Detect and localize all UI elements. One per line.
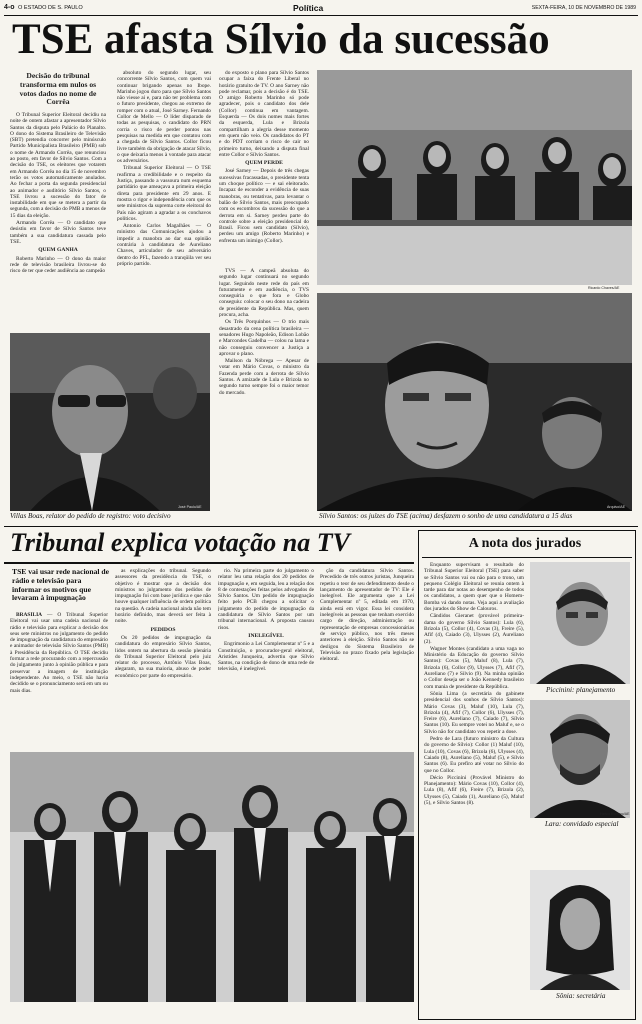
story1-column-4: TVS — A campeã absoluta do segundo lugar continuará no segundo lugar. Seguindo neste rede do país em futuramente e em audiência, o TVS conseguiria o que fora e Globo conseguiu: colocar o seu dono na cadeira de presidente da República. Mas, quem procura, acha. Os Três Porquinhos — O trio mais desastrado da cena política brasileira — senadores Hugo Napoleão, Edison Lobão e Marcondes Gadelha — colou na lama e não conseguiu convencer a Justiça a aprovar o plano. Mailson da Nóbrega — Apesar de votar em Mário Covas, o ministro da Fazenda perde com a derrota de Sílvio Santos. A amizade de Lula e Brizola no segundo turno sempre foi o maior temor do mercado. xyxy=(219,268,309,396)
story1-column-3: do exposto o plano para Sílvio Santos ocupar a faixa do Frente Liberal no horário gratuito de TV. O ano Sarney não pode reclamar, pois a decisão é do TSE. O amigo Roberto Marinho só pode agradecer, pois o candidato dos dele (Collor) continua em vantagem. Esquerda — Os dois nomes mais fortes da esquerda, Lula e Brizola compartilham a alegria desse momento em quem não veio. Os candidatos do PT e do PDT corriam o risco de cair no primeiro turno, deixando a disputa final entre Collor e Sílvio Santos. QUEM PERDE José Sarney — Depois de três chegas sucessivas fracassadas, o presidente tenta um choque político — e sai eleitorado. Incapaz de esconder a evidência de suas manobras, ou tentativas, para levantar o balão de Sílvio Santos, mais preocupado com os escombros da sucessão do que a derrota em si. Sarney perdeu parte do controle sobre a eleição presidencial do Brasil. Ficou sem candidato (Sílvio), perdeu um amigo (Roberto Marinho) e enfrenta um inimigo (Collor). xyxy=(219,70,309,244)
vilas-boas-caption: Villas Boas, relator do pedido de registro: voto decisivo xyxy=(10,512,171,520)
pedidos-subhead: PEDIDOS xyxy=(150,626,176,633)
paper-name: O ESTADO DE S. PAULO xyxy=(18,5,83,11)
section-rule xyxy=(4,526,638,527)
section-name: Política xyxy=(293,3,324,13)
auditorium-photo xyxy=(10,752,414,1002)
page-number: 4-o xyxy=(4,4,15,11)
silvio-caption: Sílvio Santos: os juízes do TSE (acima) desfazem o sonho de uma candidatura a 15 dias xyxy=(319,512,573,520)
silvio-photo-credit: Arquivo/AE xyxy=(607,505,625,509)
silvio-santos-photo xyxy=(317,293,632,511)
dateline: BRASÍLIA xyxy=(16,612,43,618)
story2-column-1: BRASÍLIA — O Tribunal Superior Eleitoral vai usar uma cadeia nacional de rádio e televisão para explicar a decisão dos seus sete ministros no julgamento do pedido de impugnação da candidatura do empresário e animador de televisão Sílvio Santos (PMB) à Presidência da República. O TSE decidiu formar a rede procurando com a repercussão do julgamento junto à opinião pública e para preservar a imagem de instituição independente. Ao meio, o TSE não havia decidido se o pronunciamento será em um ou mais dias. xyxy=(10,612,108,694)
tribunal-photo-credit: Ricardo Chaves/AE xyxy=(588,286,620,290)
piccinini-caption: Piccinini: planejamento xyxy=(546,686,616,694)
story1-column-1: O Tribunal Superior Eleitoral decidiu na noite de ontem afastar a apresentador Sílvio Santos da disputa pelo Palácio do Planalto. O dono do Sistema Brasileiro de Televisão (SBT) pretendia concorrer pelo minúsculo Partido Municipalista Brasileiro (PMB) sob o nome de Armando Corrêa, que renunciou ao posto, em favor de Sílvio Santos. Com a decisão do TSE, os eleitores que votarem em Armando Corrêa no dia 15 de novembro terão os votos automaticamente anulados. Ao fechar a porta da segunda presidencial ao animador e auditório Sílvio Santos, o TSE livrou a sucessão do fator de instabilidade em que se metera a partir da segunda, com a decisão do PMB a menos de 15 dias da eleição. Armando Corrêa — O candidato que desistiu em favor de Sílvio Santos teve também a sua candidatura cassada pelo TSE. QUEM GANHA Roberto Marinho — O dono da maior rede de televisão brasileira livrou-se do risco de ter que ceder audiência ao campeão xyxy=(10,112,106,275)
page-header xyxy=(4,3,638,15)
story2-column-2: as explicações do tribunal. Segundo assessores da presidência do TSE, o objetivo é mostrar que a decisão dos ministros no julgamento dos pedidos de impugnação foi com base jurídica e que não houve qualquer influência de ordem política na questão. A cadeia nacional ainda não tem horário definido, mas deverá ser feita à noite. PEDIDOS Os 20 pedidos de impugnação da candidatura do empresário Sílvio Santos, lidos ontem na abertura da sessão plenária do Tribunal Superior Eleitoral pelo juiz relator do processo, Antônio Vilas Boas, alegaram, na sua maioria, abuso de poder econômico por parte do empresário. xyxy=(115,568,211,679)
jurados-title-rule xyxy=(422,557,632,558)
vilas-boas-photo xyxy=(10,333,210,511)
main-headline: TSE afasta Sílvio da sucessão xyxy=(12,16,550,63)
headline2-rule xyxy=(4,562,414,564)
jurados-title: A nota dos jurados xyxy=(468,536,582,551)
quem-ganha-subhead: QUEM GANHA xyxy=(38,247,78,254)
lara-photo xyxy=(530,700,630,818)
quem-perde-subhead: QUEM PERDE xyxy=(245,160,283,167)
issue-date: SEXTA-FEIRA, 10 DE NOVEMBRO DE 1989 xyxy=(531,5,636,11)
second-deck: TSE vai usar rede nacional de rádio e televisão para informar os motivos que levaram à impugnação xyxy=(12,567,109,603)
second-headline: Tribunal explica votação na TV xyxy=(10,528,350,557)
sonia-photo xyxy=(530,870,630,990)
sonia-caption: Sônia: secretária xyxy=(556,992,606,1000)
story2-column-4: ção da candidatura Sílvio Santos. Precedido de três outros juristas, Junqueira repetiu o teor de seu defendimento desde o lançamento do apresentador de TV: Ele é inelegível. Ele argumenta que a Lei Complementar nº 5, editada em 1970, ainda está em vigor. Essa lei considera inelegíveis as pessoas que tenham exercido cargo de direção, administração ou representação de empresas concessionárias de serviço público, nos três meses anteriores à eleição. Sílvio Santos não se desligou do Sistema Brasileiro de Televisão no prazo fixado pela legislação eleitoral. xyxy=(320,568,414,663)
tribunal-judges-photo xyxy=(317,70,632,285)
piccinini-photo xyxy=(530,562,630,684)
inelegivel-subhead: INELEGÍVEL xyxy=(248,632,284,639)
vilas-boas-photo-credit: José Paulo/AE xyxy=(178,505,202,509)
story1-column-2: absoluto do segundo lugar, seu concorrente Sílvio Santos, com quem vai continuar brigando apenas no Ibope. Marinho jogou duro para que Sílvio Santos não viesse ai e, para não ter problema com o futuro presidente, chegou ao extremo de romper com o atual, José Sarney. Fernando Collor de Mello — O líder disparado de todas as pesquisas, o candidato do PRN corria o risco de perder pontos nas pesquisas na medida em que contatou com a chegada de Sílvio Santos. Collor ficou livre também da obrigação de atacar Sílvio, o que deixaria menos à vontade para atacar os adversários. Tribunal Superior Eleitoral — O TSE reafirma a credibilidade e o respeito da Justiça, passando a vassoura num esquema partidário que ameaçava a primeira eleição direta para presidente em 29 anos. E mostra o rigor e independência com que os sete ministros da suprema corte eleitoral do País não agiram a agradar a os conchavos políticos. Antonio Carlos Magalhães — O ministro das Comunicações ajudou a impedir a manobra ao dar sua opinião contrária à candidatura de Aureliano Chaves, articulador de seu adversário dentro do PFL, fazendo a tranqüila ver seu próprio partido. xyxy=(117,70,211,267)
story2-column-3: rio. Na primeira parte do julgamento o relator leu uma relação dos 20 pedidos de impugnação e, em seguida, leu a relação dos 8 de contestações feitas pelos advogados de Sílvio Santos. Um pedido de impugnação feito pelo PCB chegou a solicitar o julgamento do pedido de impugnação da candidatura de Sílvio Santos por um tribunal internacional. A proposta causou risos. INELEGÍVEL Engrimonio a Lei Complementar nº 5 e a Constituição, o procurador-geral eleitoral, Aristides Junqueira, advertiu que Sílvio Santos, na condição de dono de uma rede de televisão, é inelegível. xyxy=(218,568,314,673)
lara-caption: Lara: convidado especial xyxy=(545,820,619,828)
story-deck: Decisão do tribunal transforma em nulos os votos dados no nome de Corrêa xyxy=(19,71,97,107)
jurados-column-1: Enquanto supervisam o resultado do Tribunal Superior Eleitoral (TSE) para saber se Sílvio Santos vai ou não para o trono, um pequeno Colégio Eleitoral se reunia ontem à tarde para dar notas ao desempenho de todos os candidatos, a quem quer que o Homem-Bomba vá dando notas. Veja aqui a avaliação dos jurados do Show de Calouros. Cândidos Gieranet (provável primeira-dama do governo Sílvio Santos): Lula (6), Brizola (5), Collor (4), Covas (3), Freire (5), Afif (4), Caiado (3), Ulysses (2), Aureliano (2). Wagner Montes (candidato a uma vaga no Ministério da Educação do governo Sílvio Santos): Covas (5), Maluf (8), Lula (7), Brizola (6), Collor (9), Ulysses (7), Afif (7), Aureliano (7) e Silvio (9). Na minha opinião o Collor deseja ser o João Kennedy brasileiro com mania de presidente da República. Sônia Lima (a secretária do gabinete presidencial dos sonhos de Sílvio Santos): Mário Covas (3), Maluf (10), Lula (7), Brizola (4), Afif (7), Collor (6), Ulysses (7), Freire (6), Aureliano (7), Caiado (7), Sílvio Santos (10). Eu sempre votei no Maluf e, se o Sílvio não for candidato vou repetir a dose. Pedro de Lara (futuro ministro da Cultura do governo de Sílvio): Collor (1) Maluf (10), Lula (10), Covas (6), Brizola (6), Ulysses (4), Caiado (8), Aureliano (5), Maluf (5), e Sílvio Santos (6). Eu prefiro até votar no Sílvio do que no Collor. Décio Piccinini (Provável Ministro do Planejamento): Mário Covas (10), Collor (4), Lula (8), Afif (6), Freire (7), Brizola (2), Ulysses (5), Caiado (1), Aureliano (5), Maluf (5), e Sílvio Santos (8). xyxy=(424,562,524,806)
lara-photo-credit: Hélvio Romero/AE xyxy=(600,812,630,816)
